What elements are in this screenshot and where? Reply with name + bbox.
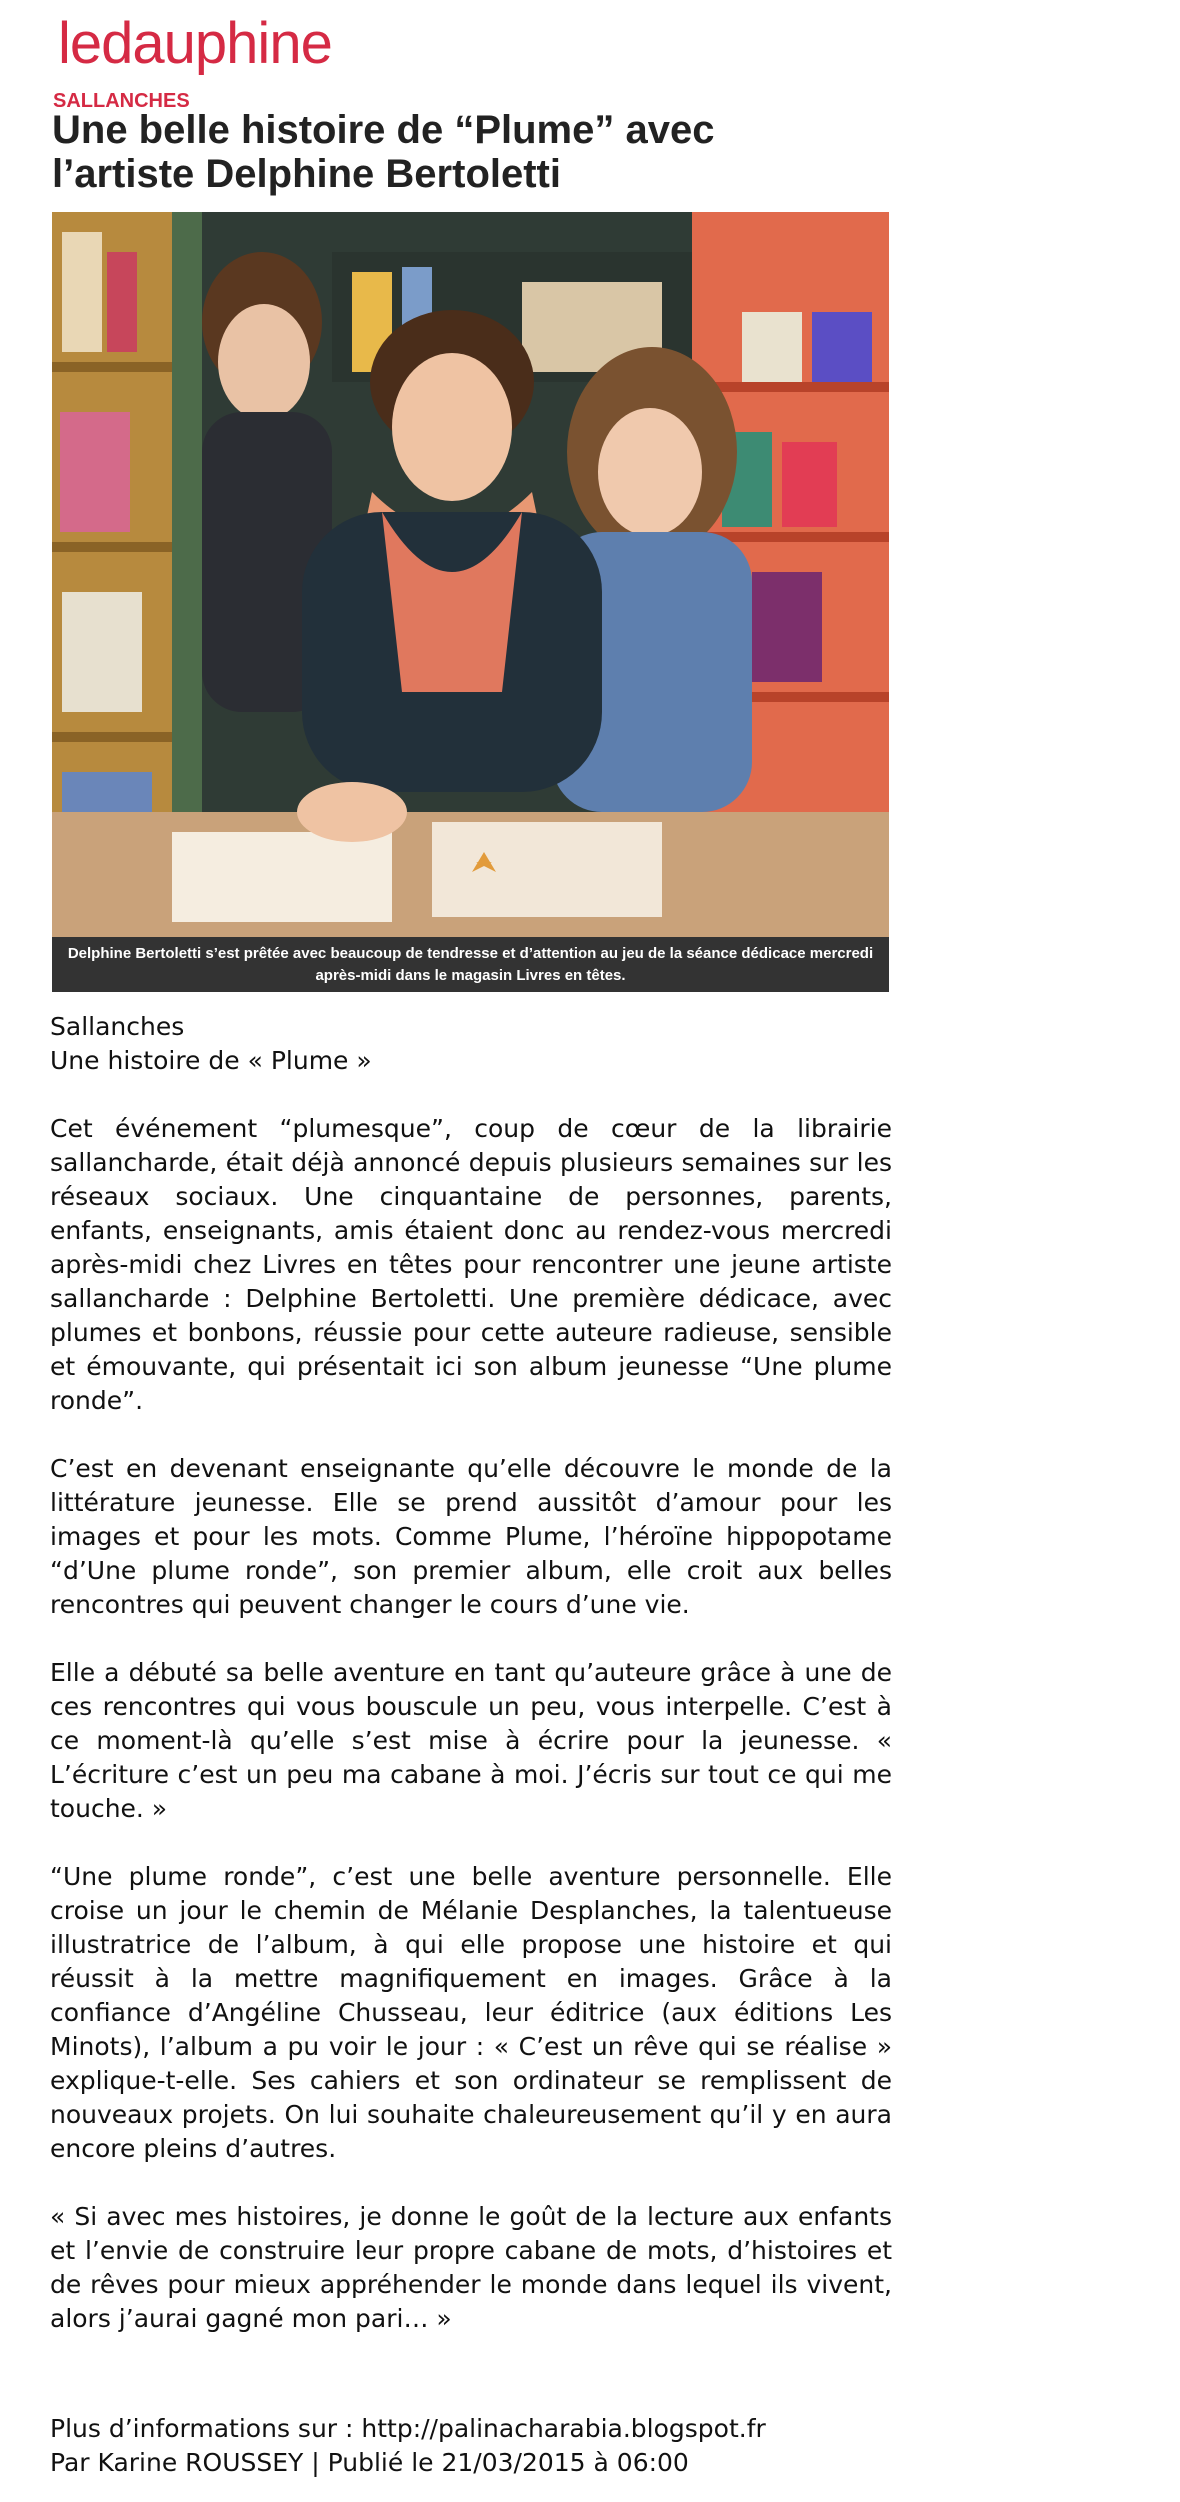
- intro-title: Une histoire de « Plume »: [50, 1046, 372, 1075]
- paragraph: Elle a débuté sa belle aventure en tant qu’auteure grâce à une de ces rencontres qui vous bouscule un peu, vous interpelle. C’est à ce moment-là qu’elle s’est mise à écrire pour la jeunesse. « L’écriture c’est un peu ma cabane à moi. J’écris sur tout ce qui me touche. »: [50, 1658, 892, 1823]
- paragraph: “Une plume ronde”, c’est une belle aventure personnelle. Elle croise un jour le chemin de Mélanie Desplanches, la talentueuse illustratrice de l’album, à qui elle propose une histoire et qui réussit à la mettre magnifiquement en images. Grâce à la confiance d’Angéline Chusseau, leur éditrice (aux éditions Les Minots), l’album a pu voir le jour : « C’est un rêve qui se réalise » explique-t-elle. Ses cahiers et son ordinateur se remplissent de nouveaux projets. On lui souhaite chaleureusement qu’il y en aura encore pleins d’autres.: [50, 1862, 892, 2163]
- article-body: [50, 1010, 892, 2370]
- paragraph: « Si avec mes histoires, je donne le goût de la lecture aux enfants et l’envie de construire leur propre cabane de mots, d’histoires et de rêves pour mieux appréhender le monde dans lequel ils vivent, alors j’aurai gagné mon pari… »: [50, 2202, 892, 2333]
- article-intro: [50, 1010, 892, 1078]
- intro-place: Sallanches: [50, 1012, 185, 1041]
- photo-caption: Delphine Bertoletti s’est prêtée avec beaucoup de tendresse et d’attention au jeu de la séance dédicace mercredi après-midi dans le magasin Livres en têtes.: [52, 937, 889, 992]
- article-kicker: SALLANCHES: [53, 90, 190, 112]
- article-headline: Une belle histoire de “Plume” avec l’artiste Delphine Bertoletti: [52, 108, 715, 196]
- article-footer: [50, 2412, 892, 2480]
- paragraph: Cet événement “plumesque”, coup de cœur de la librairie sallancharde, était déjà annoncé depuis plusieurs semaines sur les réseaux sociaux. Une cinquantaine de personnes, parents, enfants, enseignants, amis étaient donc au rendez-vous mercredi après-midi chez Livres en têtes pour rencontrer une jeune artiste sallancharde : Delphine Bertoletti. Une première dédicace, avec plumes et bonbons, réussie pour cette auteure radieuse, sensible et émouvante, qui présentait ici son album jeunesse “Une plume ronde”.: [50, 1114, 892, 1415]
- bookstore-photo-illustration: [52, 212, 889, 937]
- more-info-link[interactable]: Plus d’informations sur : http://palinacharabia.blogspot.fr: [50, 2414, 766, 2443]
- site-logo[interactable]: ledauphine: [58, 11, 332, 76]
- byline: Par Karine ROUSSEY | Publié le 21/03/2015 à 06:00: [50, 2448, 689, 2477]
- article-photo: [52, 212, 889, 992]
- paragraph: C’est en devenant enseignante qu’elle découvre le monde de la littérature jeunesse. Elle se prend aussitôt d’amour pour les images et pour les mots. Comme Plume, l’héroïne hippopotame “d’Une plume ronde”, son premier album, elle croit aux belles rencontres qui peuvent changer le cours d’une vie.: [50, 1454, 892, 1619]
